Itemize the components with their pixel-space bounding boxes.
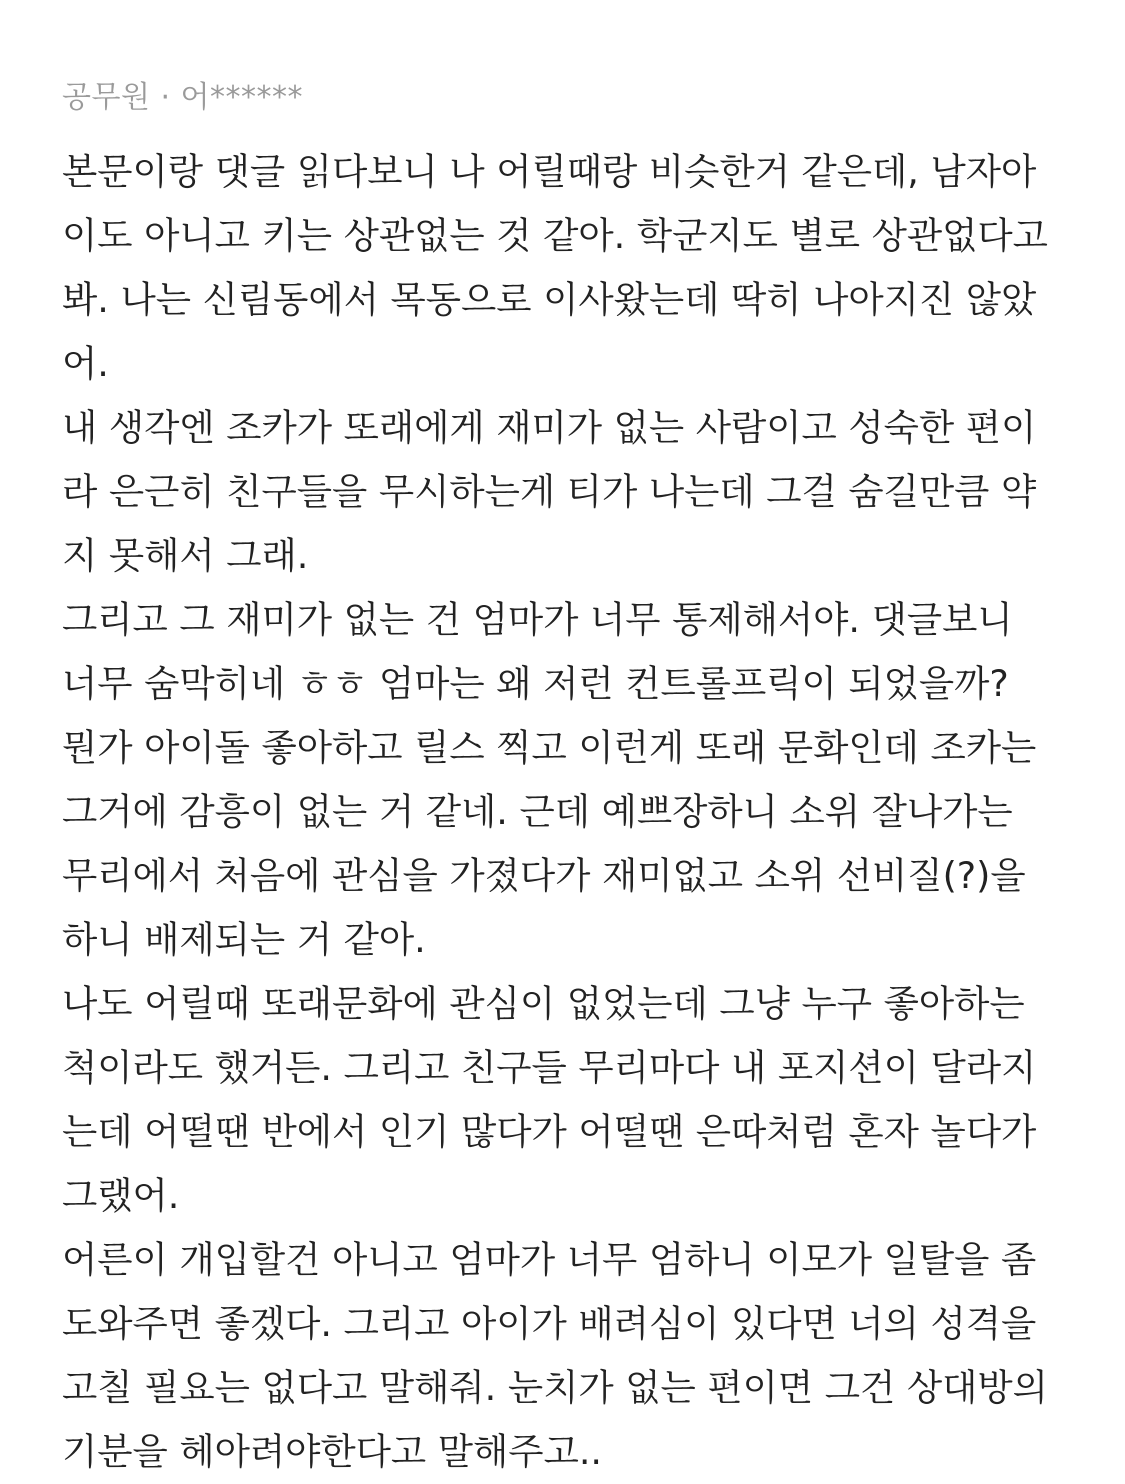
comment-line: 라 은근히 친구들을 무시하는게 티가 나는데 그걸 숨길만큼 약: [62, 470, 1037, 513]
comment-line: 무리에서 처음에 관심을 가졌다가 재미없고 소위 선비질(?)을: [62, 854, 1026, 897]
comment-line: 그거에 감흥이 없는 거 같네. 근데 예쁘장하니 소위 잘나가는: [62, 790, 1013, 833]
comment-line: 뭔가 아이돌 좋아하고 릴스 찍고 이런게 또래 문화인데 조카는: [62, 726, 1037, 769]
comment-line: 척이라도 했거든. 그리고 친구들 무리마다 내 포지션이 달라지: [62, 1046, 1037, 1089]
comment-body: [62, 140, 1072, 1484]
meta-separator: ·: [160, 80, 171, 115]
comment-line: 도와주면 좋겠다. 그리고 아이가 배려심이 있다면 너의 성격을: [62, 1302, 1037, 1345]
comment-line: 봐. 나는 신림동에서 목동으로 이사왔는데 딱히 나아지진 않았: [62, 278, 1037, 321]
comment-line: 너무 숨막히네 ㅎㅎ 엄마는 왜 저런 컨트롤프릭이 되었을까?: [62, 662, 1009, 705]
comment-line: 본문이랑 댓글 읽다보니 나 어릴때랑 비슷한거 같은데, 남자아: [62, 150, 1037, 193]
comment-line: 이도 아니고 키는 상관없는 것 같아. 학군지도 별로 상관없다고: [62, 214, 1048, 257]
comment-line: 내 생각엔 조카가 또래에게 재미가 없는 사람이고 성숙한 편이: [62, 406, 1037, 449]
comment-line: 기분을 헤아려야한다고 말해주고..: [62, 1430, 603, 1473]
author-id: 어******: [180, 80, 303, 115]
author-job: 공무원: [62, 80, 151, 115]
comment-line: 지 못해서 그래.: [62, 534, 309, 577]
comment-line: 는데 어떨땐 반에서 인기 많다가 어떨땐 은따처럼 혼자 놀다가: [62, 1110, 1037, 1153]
comment-author-meta[interactable]: [62, 78, 1072, 118]
comment-line: 어른이 개입할건 아니고 엄마가 너무 엄하니 이모가 일탈을 좀: [62, 1238, 1037, 1281]
comment-line: 어.: [62, 342, 109, 385]
comment-line: 그리고 그 재미가 없는 건 엄마가 너무 통제해서야. 댓글보니: [62, 598, 1013, 641]
comment-line: 하니 배제되는 거 같아.: [62, 918, 426, 961]
comment-line: 고칠 필요는 없다고 말해줘. 눈치가 없는 편이면 그건 상대방의: [62, 1366, 1048, 1409]
comment-line: 그랬어.: [62, 1174, 180, 1217]
comment: [62, 78, 1072, 1484]
comment-line: 나도 어릴때 또래문화에 관심이 없었는데 그냥 누구 좋아하는: [62, 982, 1025, 1025]
